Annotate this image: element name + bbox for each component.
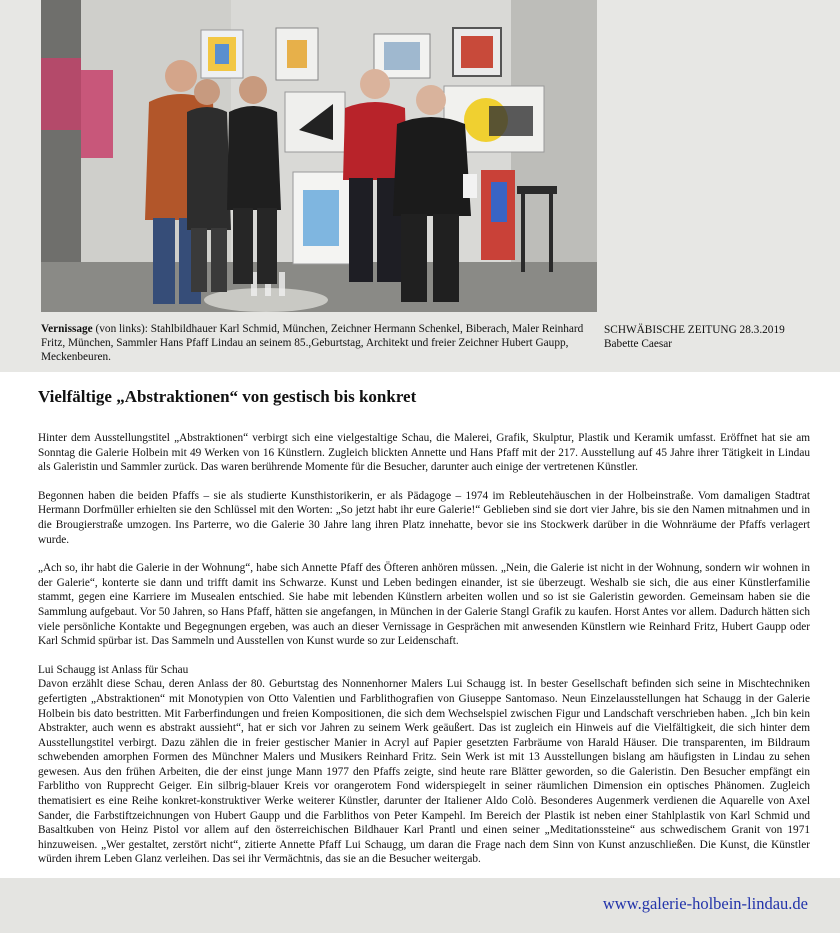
article-paragraph: „Ach so, ihr habt die Galerie in der Wohnung“, habe sich Annette Pfaff des Öfteren anhören müssen. „Nein, die Galerie ist nicht in der Wohnung, sondern wir wohnen in der Galerie“, konterte sie dann und trifft damit ins Schwarze. Kunst und Leben bedingen einander, ist sie überzeugt. Weshalb sie sich, die aus einer Künstlerfamilie stammt, gegen eine Karriere im Musealen entschied. Sie habe mit lebenden Künstlern arbeiten wollen und so ist sie Galeristin geworden. Gemeinsam haben sie die Sammlung aufgebaut. Vor 50 Jahren, so Hans Pfaff, hätten sie angefangen, in München in der Galerie Stangl Grafik zu kaufen. Horst Antes vor allem. Dadurch hätten sich viele persönliche Kontakte und Begegnungen ergeben, was auch an dieser Vernissage in Gesprächen mit anwesenden Künstlern wie Reinhard Fritz, Hubert Gaupp oder Karl Schmid spürbar ist. Das Sammeln und Ausstellen von Kunst wurde so zur Leidenschaft.	[38, 562, 810, 648]
photo-caption	[41, 322, 591, 365]
vernissage-photo	[41, 0, 597, 312]
author-name: Babette Caesar	[604, 337, 673, 350]
gallery-website-link[interactable]: www.galerie-holbein-lindau.de	[602, 894, 808, 913]
caption-label: Vernissage	[41, 323, 93, 335]
caption-text: (von links): Stahlbildhauer Karl Schmid, München, Zeichner Hermann Schenkel, Biberach, Maler Reinhard Fritz, München, Sammler Hans Pfaff Lindau an seinem 85.,Geburtstag, Architekt und freier Zeichner Hubert Gaupp, Meckenbeuren.	[41, 323, 584, 364]
article-paragraph: Davon erzählt diese Schau, deren Anlass der 80. Geburtstag des Nonnenhorner Malers Lui Schaugg ist. In bester Gesellschaft befinden sich seine in Mischtechniken gefertigten „Abstraktionen“ mit Monotypien von Otto Valentien und Farblithografien von Giuseppe Santomaso. Neun Einzelausstellungen hat Schaugg in der Galerie Holbein bis dato bestritten. Mit Farberfindungen und freien Kompositionen, die sich dem Wechselspiel zwischen Figur und Landschaft verschrieben haben. „Ich bin kein Abstrakter, auch wenn es abstrakt aussieht“, hat er sich vor Jahren zu seinem Werk geäußert. Das ist zugleich ein Hinweis auf die Vielfältigkeit, die sich hinter dem Ausstellungstitel verbirgt. Dazu zählen die in freier gestischer Manier in Acryl auf Papier gesetzten Farbräume von Harald Häuser. Die transparenten, im Bildraum schwebenden amorphen Formen des Münchner Malers und Musikers Reinhard Fritz. Sein Werk ist mit 13 Ausstellungen bislang am häufigsten in Lindau zu sehen gewesen. Aus den frühen Arbeiten, die der einst junge Mann 1977 den Pfaffs zeigte, sind heute rare Blätter geworden, so die Galeristin. Den Besucher empfängt ein Farblitho von Rupprecht Geiger. Ein silbrig-blauer Kreis vor orangerotem Fond widerspiegelt in seiner räumlichen Dimension ein optisches Phänomen. Zugleich thematisiert es eine Reihe konkret-konstruktiver Werke weiterer Künstler, darunter der Italiener Aldo Colò. Besonderes Augenmerk verdienen die Aquarelle von Axel Sander, die Farbstiftzeichnungen von Hubert Gaupp und die Farblithos von Peter Kampehl. Im Bereich der Plastik ist neben einer Stahlplastik von Karl Schmid und Basaltkuben von Heinz Pistol vor allem auf den österreichischen Bildhauer Karl Prantl und einen seiner „Meditationssteine“ aus schwedischem Granit von 1971 hinzuweisen. „Wer gestaltet, zerstört nicht“, zitierte Annette Pfaff Lui Schaugg, um daran die Frage nach dem Sinn von Kunst anzuschließen. Die Kunst, die Künstler würden ihrem Leben Glanz verleihen. Das sei ihr Vermächtnis, das sie an die Besucher weitergab.	[38, 678, 810, 866]
article-body	[38, 372, 810, 867]
newspaper-source: SCHWÄBISCHE ZEITUNG 28.3.2019	[604, 324, 785, 336]
article-paragraph: Begonnen haben die beiden Pfaffs – sie als studierte Kunsthistorikerin, er als Pädagoge – 1974 im Rebleutehäuschen in der Holbeinstraße. Vom damaligen Stadtrat Hermann Dorfmüller erhielten sie den Schlüssel mit den Worten: „So jetzt habt ihr eure Galerie!“ Geblieben sind sie dort vier Jahre, bis sie den Namen mitnahmen und in die Brougierstraße umzogen. Ins Parterre, wo die Galerie 30 Jahre lang ihren Platz innehatte, bevor sie ins Stockwerk darüber in die Wohnräume der Pfaffs verlagert wurde.	[38, 489, 810, 546]
article-paragraph: Hinter dem Ausstellungstitel „Abstraktionen“ verbirgt sich eine vielgestaltige Schau, die Malerei, Grafik, Skulptur, Plastik und Keramik umfasst. Eröffnet hat sie am Sonntag die Galerie Holbein mit 49 Werken von 16 Künstlern. Zugleich blickten Annette und Hans Pfaff mit der 217. Ausstellung auf 45 Jahre ihrer Tätigkeit in Lindau als Galeristin und Sammler zurück. Das waren berührende Momente für die Besucher, darunter auch einige der vertretenen Künstler.	[38, 432, 810, 474]
source-credit	[604, 324, 834, 351]
article-headline: Vielfältige „Abstraktionen“ von gestisch bis konkret	[38, 387, 417, 406]
article-subheading: Lui Schaugg ist Anlass für Schau	[38, 663, 189, 676]
